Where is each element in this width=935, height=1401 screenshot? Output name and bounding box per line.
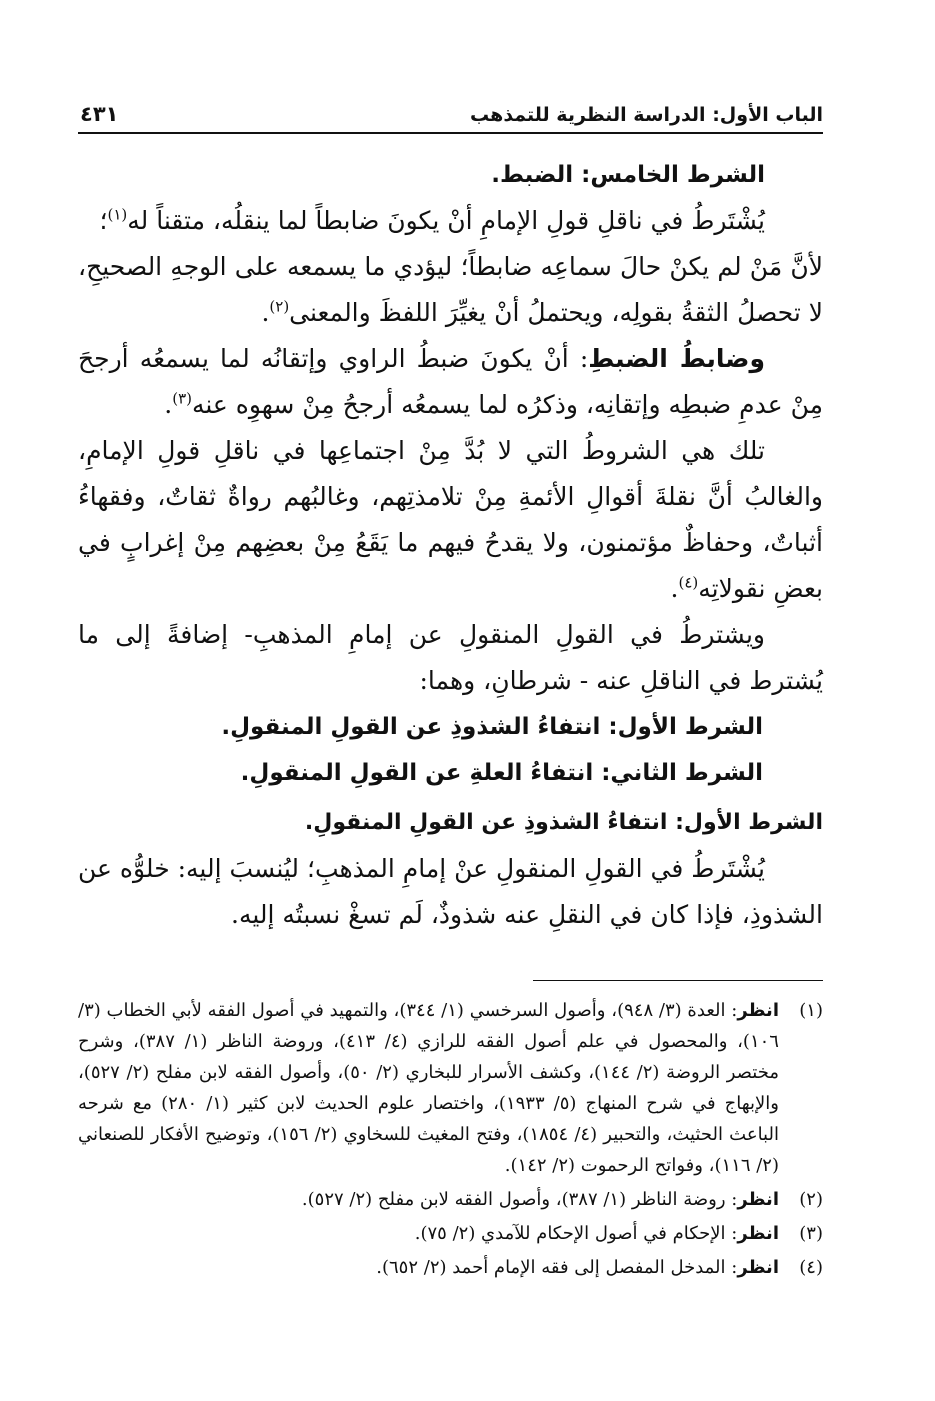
condition-item-1: الشرط الأول: انتفاءُ الشذوذِ عن القولِ المنقولِ.	[221, 714, 763, 740]
footnote-divider	[533, 980, 823, 981]
heading-fifth-condition: الشرط الخامس: الضبط.	[491, 162, 765, 188]
footnote: (٣) انظر: الإحكام في أصول الإحكام للآمدي (٢/ ٧٥).	[78, 1218, 823, 1249]
footnote-ref[interactable]: (١)	[107, 205, 128, 224]
paragraph: يُشْتَرطُ في ناقلِ قولِ الإمامِ أنْ يكونَ ضابطاً لما ينقلُه، متقناً له$^{(١)}$؛	[99, 205, 765, 235]
paragraph: لأنَّ مَنْ لم يكنْ حالَ سماعِه ضابطاً؛ ليؤدي ما يسمعه على الوجهِ الصحيحِ، لا تحصلُ الثقةُ بقولِه، ويحتملُ أنْ يغيِّرَ اللفظَ والمعنى$^{(٢)}$.	[78, 252, 823, 327]
footnotes	[78, 995, 823, 1283]
footnote-number: (١)	[799, 1000, 823, 1021]
defined-term: وضابطُ الضبطِ	[588, 344, 765, 373]
footnote-number: (٤)	[799, 1257, 823, 1278]
footnote-number: (٣)	[799, 1223, 823, 1244]
paragraph: يُشْتَرطُ في القولِ المنقولِ عنْ إمامِ المذهبِ؛ ليُنسبَ إليه: خلوُّه عن الشذوذِ، فإذا كان في النقلِ عنه شذوذٌ، لَم تسغْ نسبتُه إليه.	[78, 854, 823, 929]
footnote: (١) انظر: العدة (٣/ ٩٤٨)، وأصول السرخسي (١/ ٣٤٤)، والتمهيد في أصول الفقه لأبي الخطاب (٣/ ١٠٦)، والمحصول في علم أصول الفقه للرازي (٤/ ٤١٣)، وروضة الناظر (١/ ٣٨٧)، وشرح مختصر الروضة (٢/ ١٤٤)، وكشف الأسرار للبخاري (٢/ ٥٠)، وأصول الفقه لابن مفلح (٢/ ٥٢٧)، والإبهاج في شرح المنهاج (٥/ ١٩٣٣)، واختصار علوم الحديث لابن كثير (١/ ٢٨٠) مع شرحه الباعث الحثيث، والتحبير (٤/ ١٨٥٤)، وفتح المغيث للسخاوي (٢/ ١٥٦)، وتوضيح الأفكار للصنعاني (٢/ ١١٦)، وفواتح الرحموت (٢/ ١٤٢).	[78, 995, 823, 1181]
footnote: (٢) انظر: روضة الناظر (١/ ٣٨٧)، وأصول الفقه لابن مفلح (٢/ ٥٢٧).	[78, 1184, 823, 1215]
footnote-ref[interactable]: (٢)	[269, 297, 290, 316]
paragraph: تلك هي الشروطُ التي لا بُدَّ مِنْ اجتماعِها في ناقلِ قولِ الإمامِ، والغالبُ أنَّ نقلةَ أقوالِ الأئمةِ مِنْ تلامذتِهم، وغالبُهم رواةٌ ثقاتٌ، وفقهاءُ أثباتٌ، وحفاظٌ مؤتمنون، ولا يقدحُ فيهم ما يَقَعُ مِنْ بعضِهم مِنْ إغرابٍ في بعضِ نقولاتِه$^{(٤)}$.	[78, 436, 823, 603]
footnote: (٤) انظر: المدخل المفصل إلى فقه الإمام أحمد (٢/ ٦٥٢).	[78, 1252, 823, 1283]
running-title: الباب الأول: الدراسة النظرية للتمذهب	[470, 104, 823, 126]
footnote-ref[interactable]: (٣)	[172, 389, 192, 408]
footnote-number: (٢)	[799, 1189, 823, 1210]
condition-item-2: الشرط الثاني: انتفاءُ العلةِ عن القولِ المنقولِ.	[240, 760, 763, 786]
section-heading: الشرط الأول: انتفاءُ الشذوذِ عن القولِ المنقولِ.	[304, 810, 823, 835]
page-header	[78, 88, 823, 134]
paragraph: وضابطُ الضبطِ: أنْ يكونَ ضبطُ الراوي وإتقانُه لما يسمعُه أرجحَ مِنْ عدمِ ضبطِه وإتقانِه، وذكرُه لما يسمعُه أرجحُ مِنْ سهوِه عنه$^{(٣)}$.	[78, 344, 823, 419]
page-number: ٤٣١	[80, 102, 119, 126]
book-page	[78, 88, 823, 1286]
main-text	[78, 152, 823, 938]
footnote-ref[interactable]: (٤)	[678, 573, 699, 592]
paragraph: ويشترطُ في القولِ المنقولِ عن إمامِ المذهبِ- إضافةً إلى ما يُشترط في الناقلِ عنه - شرطانِ، وهما:	[78, 620, 823, 695]
